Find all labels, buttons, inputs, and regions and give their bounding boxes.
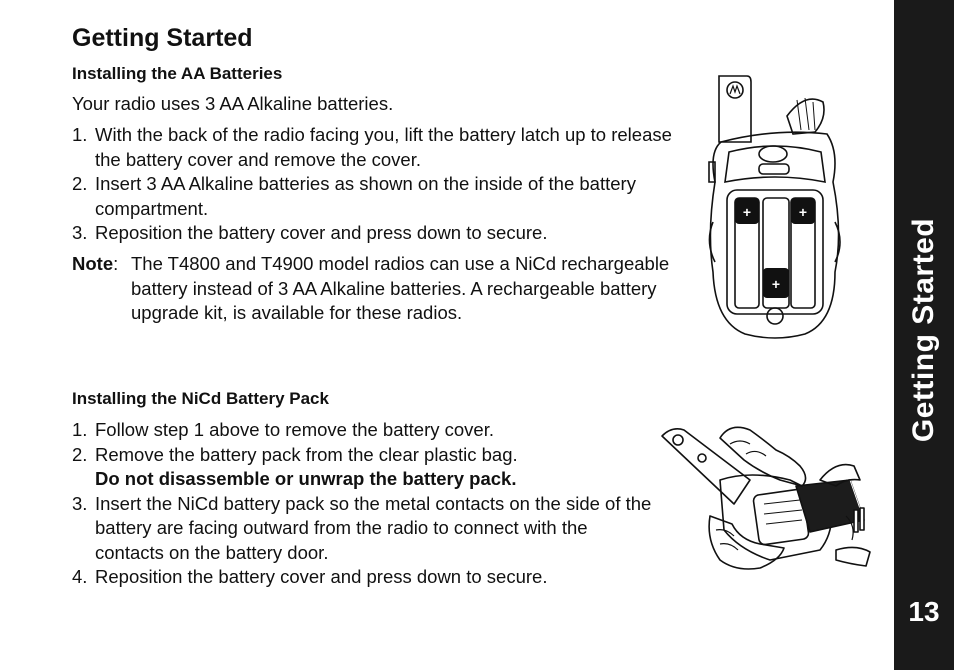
aa-step-1: 1. With the back of the radio facing you, lift the battery latch up to release the battery cover and remove the cover. bbox=[72, 124, 672, 170]
nicd-step-3-text: Insert the NiCd battery pack so the metal contacts on the side of the battery are facing outward from the radio to connect with the contacts on the battery door. bbox=[95, 492, 652, 563]
section-title: Getting Started bbox=[72, 24, 253, 52]
nicd-step-2: 2. Remove the battery pack from the clear plastic bag. Do not disassemble or unwrap the battery pack. bbox=[72, 443, 652, 492]
sidebar-chapter-title: Getting Started bbox=[907, 217, 940, 443]
nicd-heading: Installing the NiCd Battery Pack bbox=[72, 389, 329, 408]
radio-aa-battery-illustration bbox=[705, 72, 845, 344]
plus-sign-middle: + bbox=[771, 276, 781, 292]
nicd-warning: Do not disassemble or unwrap the battery pack. bbox=[95, 468, 517, 489]
aa-batteries-heading: Installing the AA Batteries bbox=[72, 64, 283, 83]
nicd-step-4-text: Reposition the battery cover and press down to secure. bbox=[95, 566, 548, 587]
aa-step-3: 3. Reposition the battery cover and press down to secure. bbox=[72, 222, 548, 243]
nicd-step-1-text: Follow step 1 above to remove the battery cover. bbox=[95, 419, 494, 440]
note-text: The T4800 and T4900 model radios can use a NiCd rechargeable battery instead of 3 AA Alkaline batteries. A rechargeable battery upgrade kit, is available for these radios. bbox=[131, 253, 670, 323]
plus-sign-right: + bbox=[798, 204, 808, 220]
nicd-step-3: 3. Insert the NiCd battery pack so the metal contacts on the side of the battery are facing outward from the radio to connect with the contacts on the battery door. bbox=[72, 492, 652, 563]
aa-step-3-text: Reposition the battery cover and press down to secure. bbox=[95, 222, 548, 243]
nicd-battery-insertion-illustration bbox=[660, 420, 872, 572]
nicd-step-2-text: Remove the battery pack from the clear plastic bag. bbox=[95, 443, 518, 465]
note-label: Note bbox=[72, 253, 114, 274]
nicd-step-4: 4. Reposition the battery cover and press down to secure. bbox=[72, 566, 548, 587]
plus-sign-left: + bbox=[742, 204, 752, 220]
page-number: 13 bbox=[908, 596, 940, 627]
aa-steps-list bbox=[72, 123, 672, 246]
nicd-steps-list bbox=[72, 418, 652, 590]
aa-intro-text: Your radio uses 3 AA Alkaline batteries. bbox=[72, 93, 394, 114]
aa-step-1-text: With the back of the radio facing you, lift the battery latch up to release the battery cover and remove the cover. bbox=[95, 124, 672, 170]
aa-step-2: 2. Insert 3 AA Alkaline batteries as shown on the inside of the battery compartment. bbox=[72, 173, 636, 219]
aa-step-2-text: Insert 3 AA Alkaline batteries as shown on the inside of the battery compartment. bbox=[95, 173, 636, 219]
nicd-step-1: 1. Follow step 1 above to remove the battery cover. bbox=[72, 419, 494, 440]
note-block: Note: The T4800 and T4900 model radios can use a NiCd rechargeable battery instead of 3 AA Alkaline batteries. A rechargeable battery upgrade kit, is available for these radios. bbox=[72, 252, 672, 326]
